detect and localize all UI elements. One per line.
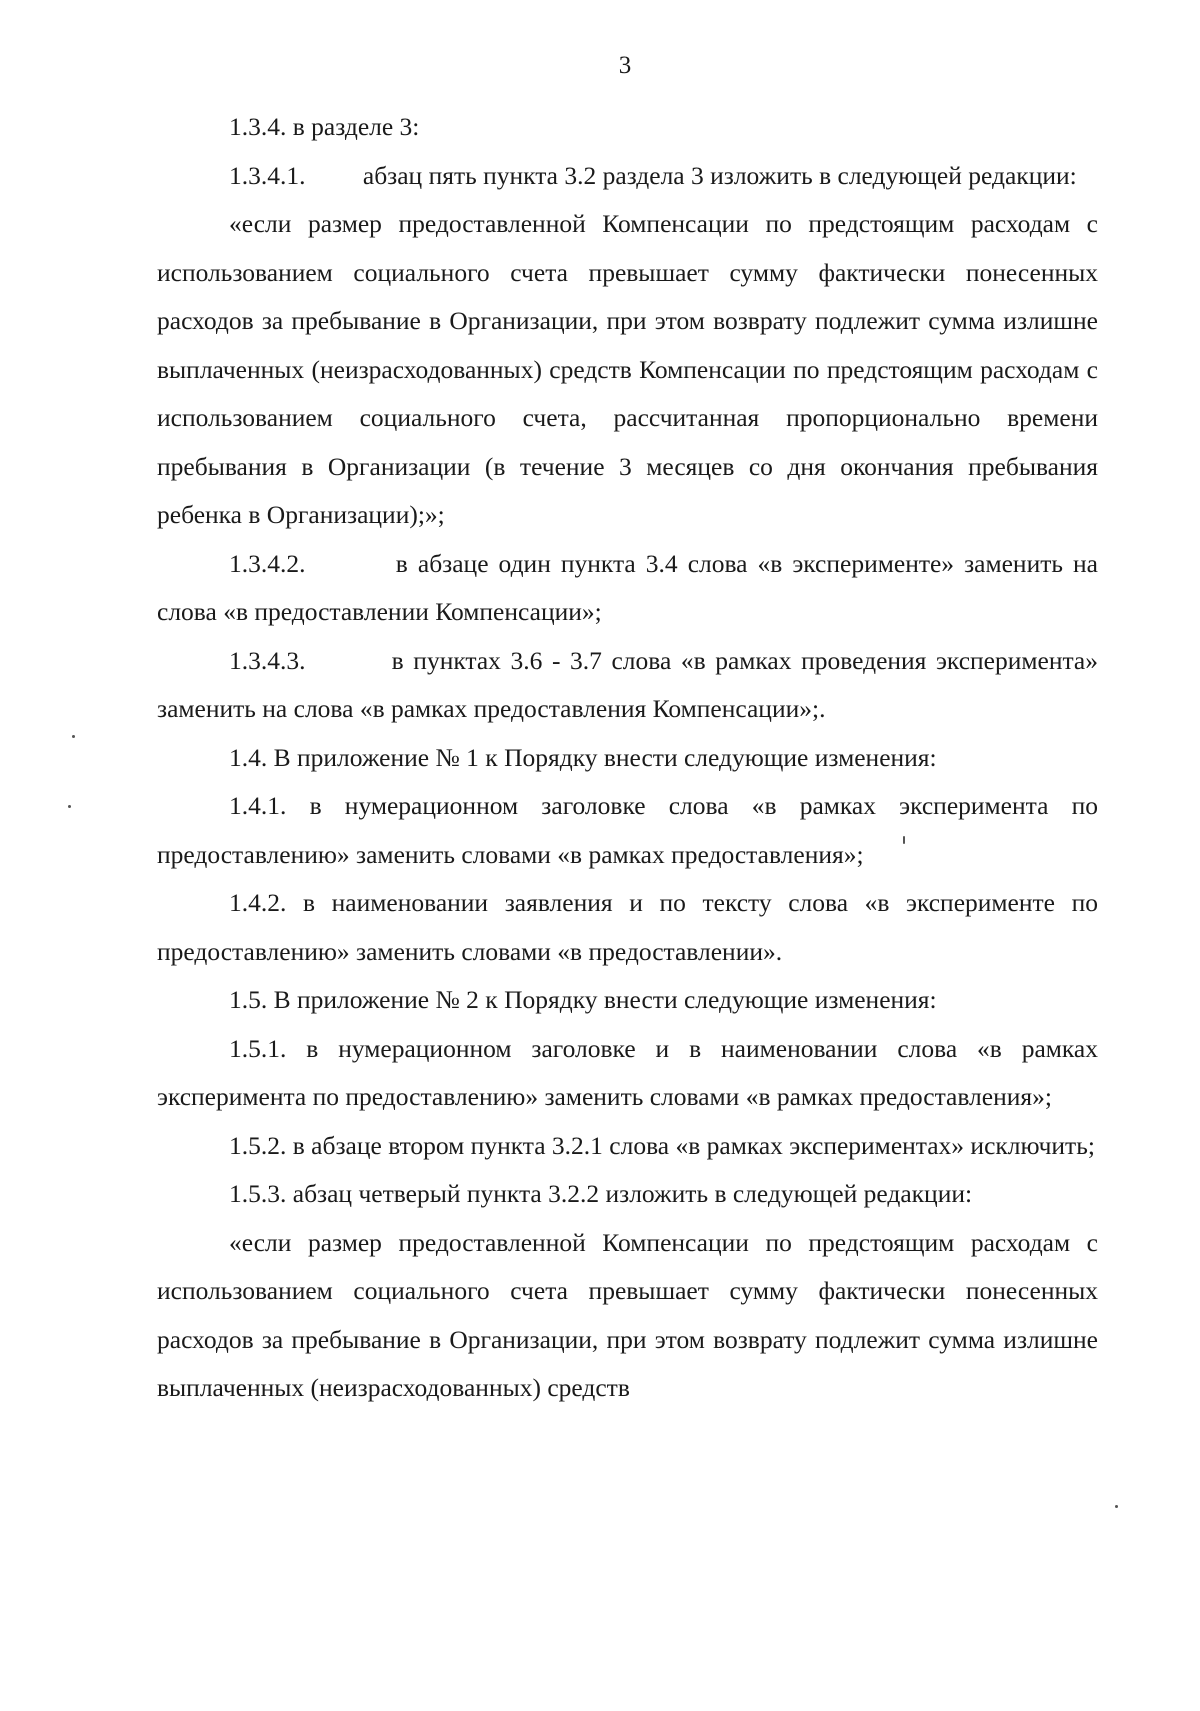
paragraph-1-4-1: 1.4.1. в нумерационном заголовке слова «в рамках эксперимента по предоставлению» заменить словами «в рамках предоставления»; [157, 791, 1098, 869]
paragraph-1-3-4-1: 1.3.4.1. абзац пять пункта 3.2 раздела 3 изложить в следующей редакции: [229, 160, 1077, 190]
paragraph-quote-1: «если размер предоставленной Компенсации по предстоящим расходам с использованием социального счета превышает сумму фактически понесенных расходов за пребывание в Организации, при этом возврату подлежит сумма излишне выплаченных (неизрасходованных) средств Компенсации по предстоящим расходам с использованием социального счета, рассчитанная пропорционально времени пребывания в Организации (в течение 3 месяцев со дня окончания пребывания ребенка в Организации);»; [157, 209, 1098, 529]
page-number: 3 [618, 52, 632, 79]
paragraph-1-5-2: 1.5.2. в абзаце втором пункта 3.2.1 слова «в рамках экспериментах» исключить; [229, 1130, 1095, 1160]
paragraph-1-5: 1.5. В приложение № 2 к Порядку внести следующие изменения: [229, 985, 937, 1014]
paragraph-1-4-2: 1.4.2. в наименовании заявления и по тексту слова «в эксперименте по предоставлению» заменить словами «в предоставлении». [157, 888, 1098, 966]
paragraph-1-3-4-2: 1.3.4.2. в абзаце один пункта 3.4 слова «в эксперименте» заменить на слова «в предоставлении Компенсации»; [157, 548, 1098, 626]
scan-speck [72, 735, 75, 738]
scan-speck [68, 805, 71, 808]
scan-speck [1115, 1505, 1118, 1508]
paragraph-1-3-4: 1.3.4. в разделе 3: [229, 112, 420, 141]
paragraph-quote-2: «если размер предоставленной Компенсации по предстоящим расходам с использованием социального счета превышает сумму фактически понесенных расходов за пребывание в Организации, при этом возврату подлежит сумма излишне выплаченных (неизрасходованных) средств [157, 1227, 1098, 1402]
paragraph-1-4: 1.4. В приложение № 1 к Порядку внести следующие изменения: [229, 742, 937, 772]
paragraph-1-3-4-3: 1.3.4.3. в пунктах 3.6 - 3.7 слова «в рамках проведения эксперимента» заменить на слова «в рамках предоставления Компенсации»;. [157, 645, 1098, 723]
paragraph-1-5-1: 1.5.1. в нумерационном заголовке и в наименовании слова «в рамках эксперимента по предоставлению» заменить словами «в рамках предоставления»; [157, 1033, 1098, 1111]
scan-speck [903, 836, 905, 844]
paragraph-1-5-3: 1.5.3. абзац четверый пункта 3.2.2 изложить в следующей редакции: [229, 1179, 973, 1208]
document-body [157, 103, 1098, 1413]
